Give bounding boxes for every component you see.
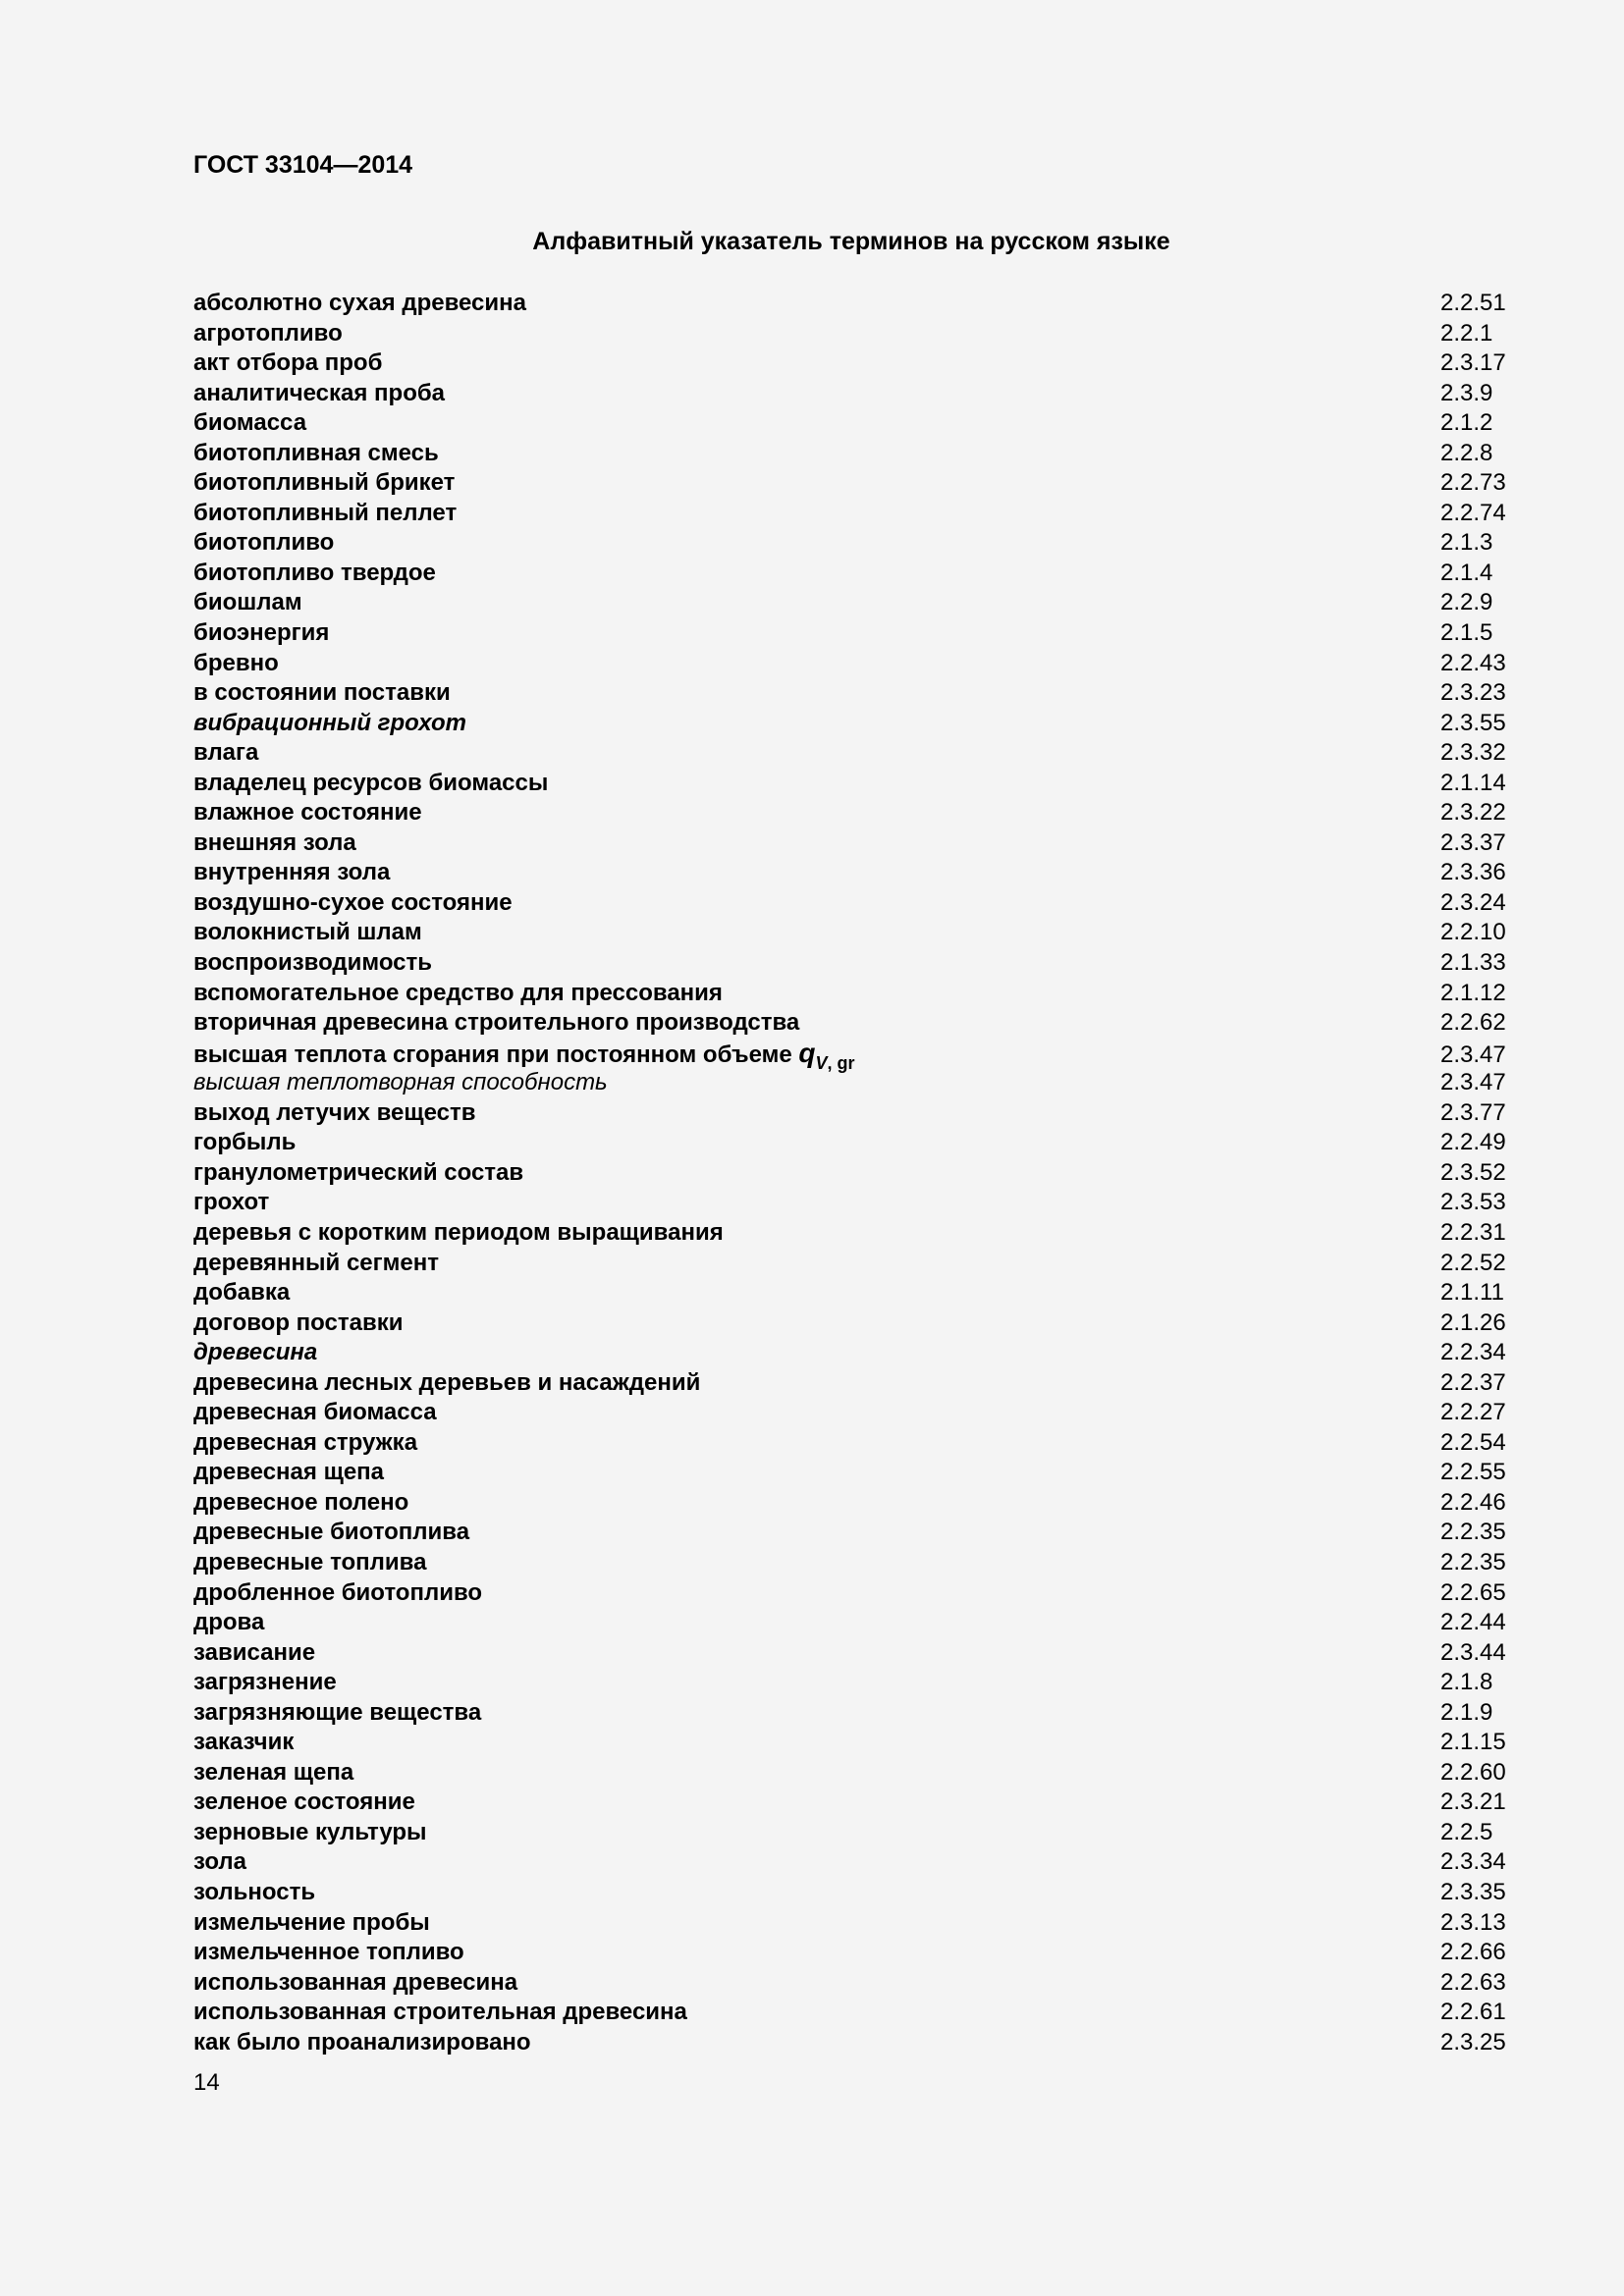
index-ref: 2.3.47: [1440, 1041, 1506, 1068]
index-term: внешняя зола: [193, 828, 356, 856]
index-entry: [193, 979, 1509, 1009]
index-term: зерновые культуры: [193, 1818, 427, 1845]
index-term: добавка: [193, 1279, 291, 1307]
index-entry: [193, 1608, 1509, 1638]
index-entry: [193, 1398, 1509, 1428]
subscript-v: V: [815, 1052, 828, 1073]
index-entry: [193, 348, 1509, 379]
index-entry: [193, 1488, 1509, 1519]
index-term: биотопливный пеллет: [193, 499, 458, 526]
index-entry: [193, 858, 1509, 888]
symbol-q: q: [798, 1037, 816, 1068]
symbol-subscript: [815, 1053, 854, 1073]
index-entry: [193, 1428, 1509, 1459]
index-entry: [193, 618, 1509, 649]
index-entry: [193, 2028, 1509, 2058]
index-term: гранулометрический состав: [193, 1158, 524, 1186]
index-ref: 2.2.55: [1440, 1459, 1506, 1486]
index-term: деревья с коротким периодом выращивания: [193, 1218, 724, 1246]
index-term: биотопливо: [193, 529, 335, 557]
index-entry: [193, 1968, 1509, 1999]
index-ref: 2.2.1: [1440, 319, 1493, 347]
index-ref: 2.1.9: [1440, 1698, 1493, 1726]
index-ref: 2.2.35: [1440, 1548, 1506, 1575]
index-entry: [193, 1758, 1509, 1789]
index-entry: [193, 1008, 1509, 1039]
index-ref: 2.2.37: [1440, 1368, 1506, 1396]
index-term: абсолютно сухая древесина: [193, 290, 526, 316]
index-term: акт отбора проб: [193, 349, 383, 377]
index-entry: [193, 678, 1509, 709]
index-entry: [193, 1788, 1509, 1818]
index-ref: 2.2.5: [1440, 1818, 1493, 1845]
index-ref: 2.3.37: [1440, 828, 1506, 856]
index-ref: 2.1.12: [1440, 979, 1506, 1006]
index-term: вторичная древесина строительного производства: [193, 1009, 800, 1037]
index-ref: 2.3.53: [1440, 1189, 1506, 1216]
index-ref: 2.2.35: [1440, 1519, 1506, 1546]
index-ref: 2.3.24: [1440, 888, 1506, 916]
index-ref: 2.2.31: [1440, 1218, 1506, 1246]
index-term: высшая теплотворная способность: [193, 1069, 608, 1096]
index-term: древесные топлива: [193, 1548, 427, 1575]
index-ref: 2.3.13: [1440, 1908, 1506, 1936]
subscript-gr: , gr: [827, 1052, 855, 1073]
index-ref: 2.2.9: [1440, 589, 1493, 616]
index-ref: 2.1.33: [1440, 949, 1506, 977]
index-ref: 2.2.49: [1440, 1129, 1506, 1156]
document-header-id: ГОСТ 33104—2014: [193, 151, 413, 179]
term-index-list: [193, 289, 1509, 2057]
index-term: вспомогательное средство для прессования: [193, 979, 723, 1006]
index-entry: [193, 948, 1509, 979]
index-term: агротопливо: [193, 319, 343, 347]
index-entry: [193, 408, 1509, 439]
index-term: грохот: [193, 1189, 270, 1216]
index-term: владелец ресурсов биомассы: [193, 769, 549, 796]
index-term: заказчик: [193, 1729, 295, 1756]
index-term: измельчение пробы: [193, 1908, 430, 1936]
index-ref: 2.3.77: [1440, 1098, 1506, 1126]
index-term: древесина лесных деревьев и насаждений: [193, 1368, 701, 1396]
index-term-text: высшая теплота сгорания при постоянном объеме: [193, 1041, 792, 1068]
index-term: дробленное биотопливо: [193, 1578, 483, 1606]
index-entry: [193, 439, 1509, 469]
index-term: волокнистый шлам: [193, 919, 422, 946]
index-term: воздушно-сухое состояние: [193, 888, 513, 916]
index-ref: 2.3.23: [1440, 679, 1506, 707]
index-ref: 2.2.44: [1440, 1609, 1506, 1636]
index-term: древесные биотоплива: [193, 1519, 470, 1546]
index-ref: 2.2.54: [1440, 1428, 1506, 1456]
index-entry: [193, 769, 1509, 799]
index-entry: [193, 559, 1509, 589]
index-ref: 2.1.8: [1440, 1669, 1493, 1696]
index-term: зеленое состояние: [193, 1789, 415, 1816]
index-term: загрязняющие вещества: [193, 1698, 482, 1726]
index-ref: 2.2.73: [1440, 469, 1506, 497]
index-ref: 2.3.25: [1440, 2028, 1506, 2056]
index-entry: [193, 1128, 1509, 1158]
index-ref: 2.3.34: [1440, 1848, 1506, 1876]
index-ref: 2.1.5: [1440, 619, 1493, 647]
index-entry: [193, 1188, 1509, 1218]
index-entry: [193, 1278, 1509, 1308]
index-entry: [193, 1158, 1509, 1189]
index-term: использованная древесина: [193, 1968, 518, 1996]
index-ref: 2.2.74: [1440, 499, 1506, 526]
index-term: биотопливный брикет: [193, 469, 456, 497]
index-title: Алфавитный указатель терминов на русском языке: [532, 228, 1170, 255]
index-term: зеленая щепа: [193, 1758, 354, 1786]
index-entry: [193, 319, 1509, 349]
index-term: зольность: [193, 1878, 316, 1905]
index-ref: 2.3.21: [1440, 1789, 1506, 1816]
index-entry: [193, 1668, 1509, 1698]
index-ref: 2.2.51: [1440, 290, 1506, 316]
index-term: древесная стружка: [193, 1428, 418, 1456]
index-entry: [193, 1847, 1509, 1878]
index-term: биотопливная смесь: [193, 439, 439, 466]
index-ref: 2.3.47: [1440, 1069, 1506, 1096]
index-entry: [193, 738, 1509, 769]
index-term: биотопливо твердое: [193, 559, 436, 586]
index-term: вибрационный грохот: [193, 709, 466, 736]
index-ref: 2.2.43: [1440, 649, 1506, 676]
index-term: зависание: [193, 1638, 316, 1666]
index-ref: 2.1.15: [1440, 1729, 1506, 1756]
index-entry: [193, 1518, 1509, 1548]
index-entry: [193, 1368, 1509, 1399]
index-term: древесина: [193, 1339, 318, 1366]
index-term: древесное полено: [193, 1488, 409, 1516]
index-entry: [193, 1728, 1509, 1758]
index-term: влага: [193, 739, 259, 767]
index-entry: [193, 918, 1509, 948]
index-entry: [193, 649, 1509, 679]
index-entry: [193, 1878, 1509, 1908]
index-term: как было проанализировано: [193, 2028, 531, 2056]
index-term: измельченное топливо: [193, 1939, 464, 1966]
index-ref: 2.2.27: [1440, 1399, 1506, 1426]
index-entry: [193, 468, 1509, 499]
index-ref: 2.1.26: [1440, 1308, 1506, 1336]
index-entry: [193, 888, 1509, 919]
index-entry: [193, 1458, 1509, 1488]
index-ref: 2.2.65: [1440, 1578, 1506, 1606]
index-term: договор поставки: [193, 1308, 404, 1336]
index-term: использованная строительная древесина: [193, 1999, 687, 2026]
index-term: древесная биомасса: [193, 1399, 437, 1426]
index-entry: [193, 1037, 1509, 1073]
index-entry: [193, 1908, 1509, 1939]
index-term: аналитическая проба: [193, 379, 446, 406]
index-term: загрязнение: [193, 1669, 337, 1696]
index-ref: 2.3.32: [1440, 739, 1506, 767]
index-term: биошлам: [193, 589, 302, 616]
index-term: горбыль: [193, 1129, 297, 1156]
index-entry: [193, 499, 1509, 529]
index-ref: 2.1.3: [1440, 529, 1493, 557]
index-entry: [193, 1338, 1509, 1368]
index-ref: 2.2.61: [1440, 1999, 1506, 2026]
index-term: выход летучих веществ: [193, 1098, 476, 1126]
index-entry: [193, 1638, 1509, 1669]
index-term: биомасса: [193, 409, 307, 437]
index-ref: 2.2.46: [1440, 1488, 1506, 1516]
index-ref: 2.2.63: [1440, 1968, 1506, 1996]
index-entry: [193, 828, 1509, 859]
index-entry: [193, 1308, 1509, 1339]
index-term: бревно: [193, 649, 279, 676]
index-ref: 2.3.22: [1440, 799, 1506, 827]
index-ref: 2.2.66: [1440, 1939, 1506, 1966]
index-ref: 2.1.11: [1440, 1279, 1504, 1307]
index-term: биоэнергия: [193, 619, 330, 647]
index-ref: 2.2.8: [1440, 439, 1493, 466]
index-ref: 2.3.9: [1440, 379, 1493, 406]
index-ref: 2.2.60: [1440, 1758, 1506, 1786]
index-ref: 2.3.17: [1440, 349, 1506, 377]
index-entry: [193, 528, 1509, 559]
index-term: деревянный сегмент: [193, 1249, 439, 1276]
index-ref: 2.2.52: [1440, 1249, 1506, 1276]
index-entry: [193, 1698, 1509, 1729]
index-term: в состоянии поставки: [193, 679, 451, 707]
index-entry: [193, 379, 1509, 409]
index-ref: 2.1.14: [1440, 769, 1506, 796]
index-entry: [193, 1218, 1509, 1249]
page-number: 14: [193, 2069, 220, 2096]
index-ref: 2.3.55: [1440, 709, 1506, 736]
index-ref: 2.2.62: [1440, 1009, 1506, 1037]
index-ref: 2.1.4: [1440, 559, 1493, 586]
index-ref: 2.3.36: [1440, 859, 1506, 886]
index-entry: [193, 1249, 1509, 1279]
index-ref: 2.3.44: [1440, 1638, 1506, 1666]
index-entry: [193, 709, 1509, 739]
index-entry: [193, 1548, 1509, 1578]
index-ref: 2.2.34: [1440, 1339, 1506, 1366]
index-entry: [193, 588, 1509, 618]
index-ref: 2.2.10: [1440, 919, 1506, 946]
index-term: древесная щепа: [193, 1459, 385, 1486]
index-entry: [193, 798, 1509, 828]
index-entry: [193, 289, 1509, 319]
index-entry: [193, 1938, 1509, 1968]
index-entry: [193, 1578, 1509, 1609]
index-term: дрова: [193, 1609, 265, 1636]
index-ref: 2.3.52: [1440, 1158, 1506, 1186]
index-entry: [193, 1998, 1509, 2028]
index-ref: 2.1.2: [1440, 409, 1493, 437]
index-term: влажное состояние: [193, 799, 422, 827]
index-entry: [193, 1098, 1509, 1129]
index-term: зола: [193, 1848, 246, 1876]
index-term: воспроизводимость: [193, 949, 433, 977]
index-entry: [193, 1818, 1509, 1848]
index-ref: 2.3.35: [1440, 1878, 1506, 1905]
index-term: внутренняя зола: [193, 859, 391, 886]
